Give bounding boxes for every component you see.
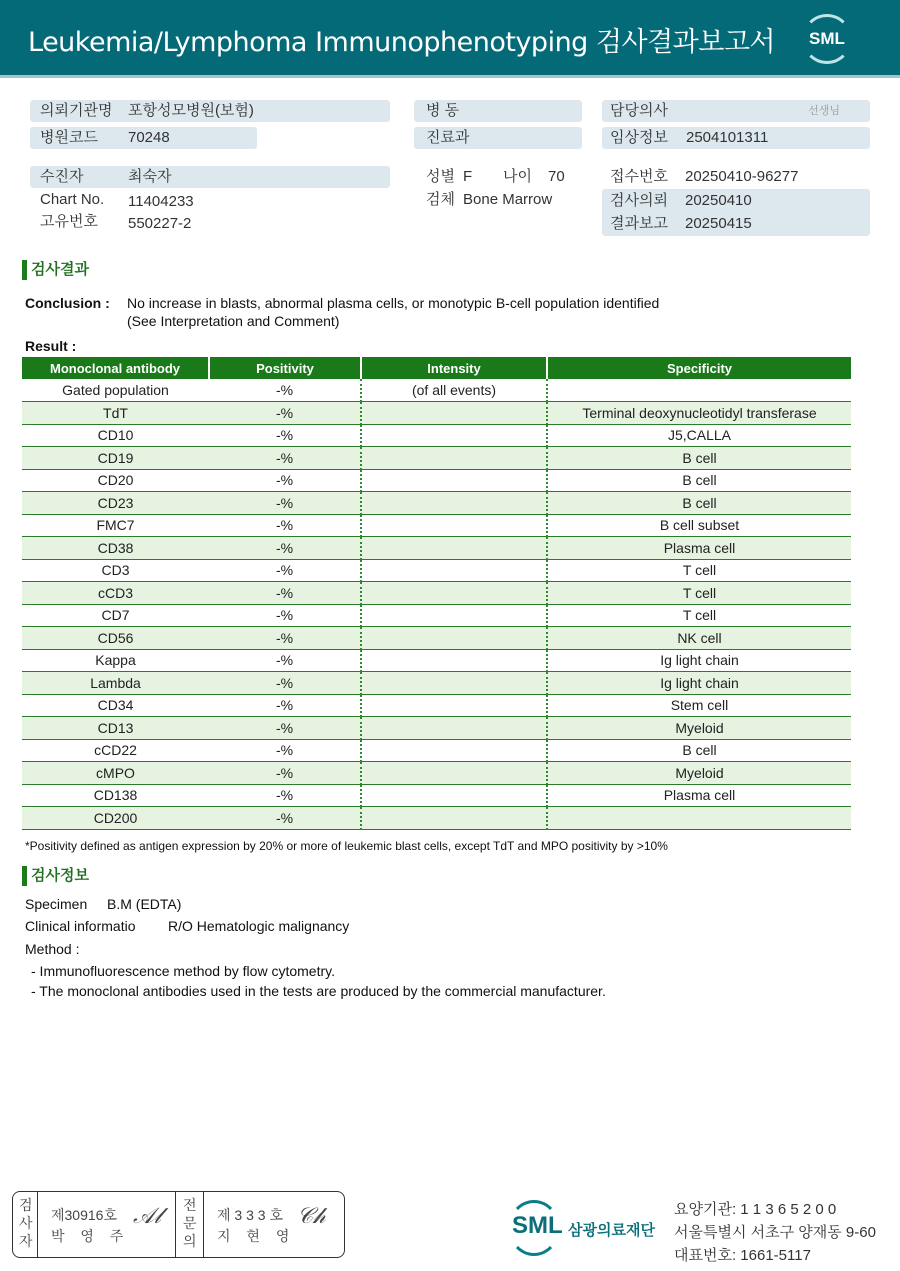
cell-positivity: -% xyxy=(209,672,361,695)
hospital-code-field xyxy=(30,127,257,149)
cell-antibody: cCD22 xyxy=(22,739,209,762)
cell-antibody: cMPO xyxy=(22,762,209,785)
ward-field xyxy=(414,100,582,122)
cell-specificity xyxy=(547,379,851,402)
cell-intensity xyxy=(361,807,547,830)
specimen-info-label: Specimen xyxy=(25,896,88,912)
table-row xyxy=(22,627,851,650)
cell-intensity xyxy=(361,537,547,560)
conclusion-text: No increase in blasts, abnormal plasma cells, or monotypic B-cell population identified xyxy=(127,295,660,311)
cell-antibody: CD10 xyxy=(22,424,209,447)
cell-specificity: B cell subset xyxy=(547,514,851,537)
cell-antibody: CD7 xyxy=(22,604,209,627)
cell-antibody: TdT xyxy=(22,402,209,425)
cell-positivity: -% xyxy=(209,447,361,470)
cell-specificity: B cell xyxy=(547,447,851,470)
cell-specificity: B cell xyxy=(547,739,851,762)
cell-specificity: Plasma cell xyxy=(547,537,851,560)
cell-antibody: CD138 xyxy=(22,784,209,807)
report-header xyxy=(0,0,900,78)
tester-signature: 𝒜𝓁 xyxy=(133,1204,162,1229)
table-row xyxy=(22,672,851,695)
patient-field xyxy=(30,166,390,188)
clinical-info-value: R/O Hematologic malignancy xyxy=(168,918,350,934)
suffix: 선생님 xyxy=(808,105,840,117)
receipt-label: 접수번호 xyxy=(610,168,668,185)
institution-number: 요양기관: 1 1 3 6 5 2 0 0 xyxy=(674,1201,837,1218)
cell-positivity: -% xyxy=(209,469,361,492)
value: 2504101311 xyxy=(686,129,769,146)
receipt-value: 20250410-96277 xyxy=(685,168,799,185)
tester-name: 박 영 주 xyxy=(51,1228,130,1244)
cell-specificity xyxy=(547,807,851,830)
cell-intensity xyxy=(361,447,547,470)
divider xyxy=(203,1192,204,1257)
value: 70248 xyxy=(128,129,170,146)
cell-antibody: CD200 xyxy=(22,807,209,830)
cell-antibody: Gated population xyxy=(22,379,209,402)
label: 진료과 xyxy=(426,129,470,146)
uid-label: 고유번호 xyxy=(40,213,98,230)
table-row xyxy=(22,424,851,447)
divider xyxy=(37,1192,38,1257)
results-table xyxy=(22,357,851,830)
value: 포항성모병원(보험) xyxy=(128,102,254,119)
cell-antibody: Lambda xyxy=(22,672,209,695)
cell-positivity: -% xyxy=(209,739,361,762)
cell-specificity: Plasma cell xyxy=(547,784,851,807)
sml-logo: SML xyxy=(802,14,852,64)
specimen-info-value: B.M (EDTA) xyxy=(107,896,182,912)
cell-intensity xyxy=(361,649,547,672)
cell-intensity xyxy=(361,402,547,425)
cell-intensity xyxy=(361,469,547,492)
table-row xyxy=(22,537,851,560)
cell-positivity: -% xyxy=(209,492,361,515)
cell-positivity: -% xyxy=(209,762,361,785)
cell-positivity: -% xyxy=(209,694,361,717)
col-intensity: Intensity xyxy=(361,357,547,379)
cell-positivity: -% xyxy=(209,582,361,605)
specialist-name: 지 현 영 xyxy=(217,1228,296,1244)
org-phone: 대표번호: 1661-5117 xyxy=(674,1247,811,1264)
cell-antibody: Kappa xyxy=(22,649,209,672)
table-row xyxy=(22,604,851,627)
label: 임상정보 xyxy=(610,129,668,146)
col-specificity: Specificity xyxy=(547,357,851,379)
cell-specificity: B cell xyxy=(547,492,851,515)
cell-intensity xyxy=(361,627,547,650)
cell-intensity xyxy=(361,559,547,582)
cell-specificity: Terminal deoxynucleotidyl transferase xyxy=(547,402,851,425)
cell-antibody: CD56 xyxy=(22,627,209,650)
specimen-value: Bone Marrow xyxy=(463,191,553,208)
cell-intensity xyxy=(361,582,547,605)
clinical-info-label: Clinical informatio xyxy=(25,918,136,934)
cell-antibody: CD19 xyxy=(22,447,209,470)
table-row xyxy=(22,447,851,470)
label: 결과보고 xyxy=(610,215,668,232)
conclusion-label: Conclusion : xyxy=(25,295,110,311)
table-row xyxy=(22,649,851,672)
cell-antibody: FMC7 xyxy=(22,514,209,537)
cell-positivity: -% xyxy=(209,627,361,650)
table-row xyxy=(22,514,851,537)
cell-intensity xyxy=(361,604,547,627)
tester-label: 검사자 xyxy=(19,1197,33,1249)
table-row xyxy=(22,402,851,425)
signature-box xyxy=(12,1191,345,1258)
results-section-title: 검사결과 xyxy=(22,260,89,280)
table-row xyxy=(22,582,851,605)
chart-value: 11404233 xyxy=(128,193,194,210)
cell-positivity: -% xyxy=(209,784,361,807)
cell-specificity: J5,CALLA xyxy=(547,424,851,447)
method-line: - The monoclonal antibodies used in the tests are produced by the commercial manufacturer. xyxy=(31,983,606,999)
cell-intensity xyxy=(361,762,547,785)
table-row xyxy=(22,762,851,785)
report-title: Leukemia/Lymphoma Immunophenotyping 검사결과보고서 xyxy=(28,27,775,58)
cell-intensity xyxy=(361,694,547,717)
cell-antibody: CD13 xyxy=(22,717,209,740)
institution-field xyxy=(30,100,390,122)
cell-positivity: -% xyxy=(209,424,361,447)
cell-specificity: Myeloid xyxy=(547,717,851,740)
value: 20250410 xyxy=(685,192,752,209)
cell-specificity: Stem cell xyxy=(547,694,851,717)
conclusion-note: (See Interpretation and Comment) xyxy=(127,313,340,329)
cell-intensity xyxy=(361,492,547,515)
table-row xyxy=(22,784,851,807)
cell-intensity xyxy=(361,424,547,447)
cell-positivity: -% xyxy=(209,559,361,582)
org-address: 서울특별시 서초구 양재동 9-60 xyxy=(674,1224,876,1241)
cell-intensity xyxy=(361,784,547,807)
cell-positivity: -% xyxy=(209,807,361,830)
table-row xyxy=(22,739,851,762)
label: 병 동 xyxy=(426,102,460,119)
specimen-label: 검체 xyxy=(426,191,455,208)
cell-positivity: -% xyxy=(209,649,361,672)
label: 병원코드 xyxy=(40,129,98,146)
table-row xyxy=(22,492,851,515)
table-row xyxy=(22,469,851,492)
col-positivity: Positivity xyxy=(209,357,361,379)
sml-org-logo: SML xyxy=(512,1212,563,1239)
table-row xyxy=(22,379,851,402)
cell-positivity: -% xyxy=(209,537,361,560)
method-label: Method : xyxy=(25,941,80,957)
chart-label: Chart No. xyxy=(40,191,105,208)
dept-field xyxy=(414,127,582,149)
value: 20250415 xyxy=(685,215,752,232)
tester-number: 제30916호 xyxy=(51,1207,117,1223)
cell-specificity: Ig light chain xyxy=(547,649,851,672)
specialist-number: 제 3 3 3 호 xyxy=(217,1207,283,1223)
cell-specificity: T cell xyxy=(547,559,851,582)
uid-value: 550227-2 xyxy=(128,215,192,232)
sex-value: F xyxy=(463,168,473,185)
cell-intensity: (of all events) xyxy=(361,379,547,402)
cell-antibody: cCD3 xyxy=(22,582,209,605)
cell-intensity xyxy=(361,739,547,762)
table-row xyxy=(22,559,851,582)
cell-specificity: T cell xyxy=(547,604,851,627)
table-row xyxy=(22,694,851,717)
cell-positivity: -% xyxy=(209,514,361,537)
cell-intensity xyxy=(361,717,547,740)
cell-specificity: Ig light chain xyxy=(547,672,851,695)
specialist-signature: 𝒞𝒽 xyxy=(297,1204,326,1229)
specialist-label: 전문의 xyxy=(183,1197,197,1249)
label: 담당의사 xyxy=(610,102,668,119)
cell-specificity: T cell xyxy=(547,582,851,605)
dates-box xyxy=(602,189,870,236)
cell-antibody: CD38 xyxy=(22,537,209,560)
cell-intensity xyxy=(361,672,547,695)
clinical-field xyxy=(602,127,870,149)
method-line: - Immunofluorescence method by flow cytometry. xyxy=(31,963,335,979)
age-label: 나이 xyxy=(503,168,532,185)
cell-antibody: CD3 xyxy=(22,559,209,582)
table-row xyxy=(22,807,851,830)
col-antibody: Monoclonal antibody xyxy=(22,357,209,379)
sex-label: 성별 xyxy=(426,168,455,185)
label: 수진자 xyxy=(40,168,84,185)
cell-specificity: Myeloid xyxy=(547,762,851,785)
cell-specificity: NK cell xyxy=(547,627,851,650)
value: 최숙자 xyxy=(128,168,172,185)
cell-antibody: CD34 xyxy=(22,694,209,717)
cell-antibody: CD20 xyxy=(22,469,209,492)
cell-positivity: -% xyxy=(209,604,361,627)
org-name: 삼광의료재단 xyxy=(568,1222,655,1239)
cell-specificity: B cell xyxy=(547,469,851,492)
cell-positivity: -% xyxy=(209,402,361,425)
doctor-field xyxy=(602,100,870,122)
cell-positivity: -% xyxy=(209,379,361,402)
cell-positivity: -% xyxy=(209,717,361,740)
label: 검사의뢰 xyxy=(610,192,668,209)
result-label: Result : xyxy=(25,338,77,354)
label: 의뢰기관명 xyxy=(40,102,113,119)
age-value: 70 xyxy=(548,168,565,185)
divider xyxy=(175,1192,176,1257)
cell-intensity xyxy=(361,514,547,537)
footnote: *Positivity defined as antigen expression by 20% or more of leukemic blast cells, except TdT and MPO positivity by >10% xyxy=(25,839,668,853)
table-row xyxy=(22,717,851,740)
testinfo-section-title: 검사정보 xyxy=(22,866,89,886)
cell-antibody: CD23 xyxy=(22,492,209,515)
